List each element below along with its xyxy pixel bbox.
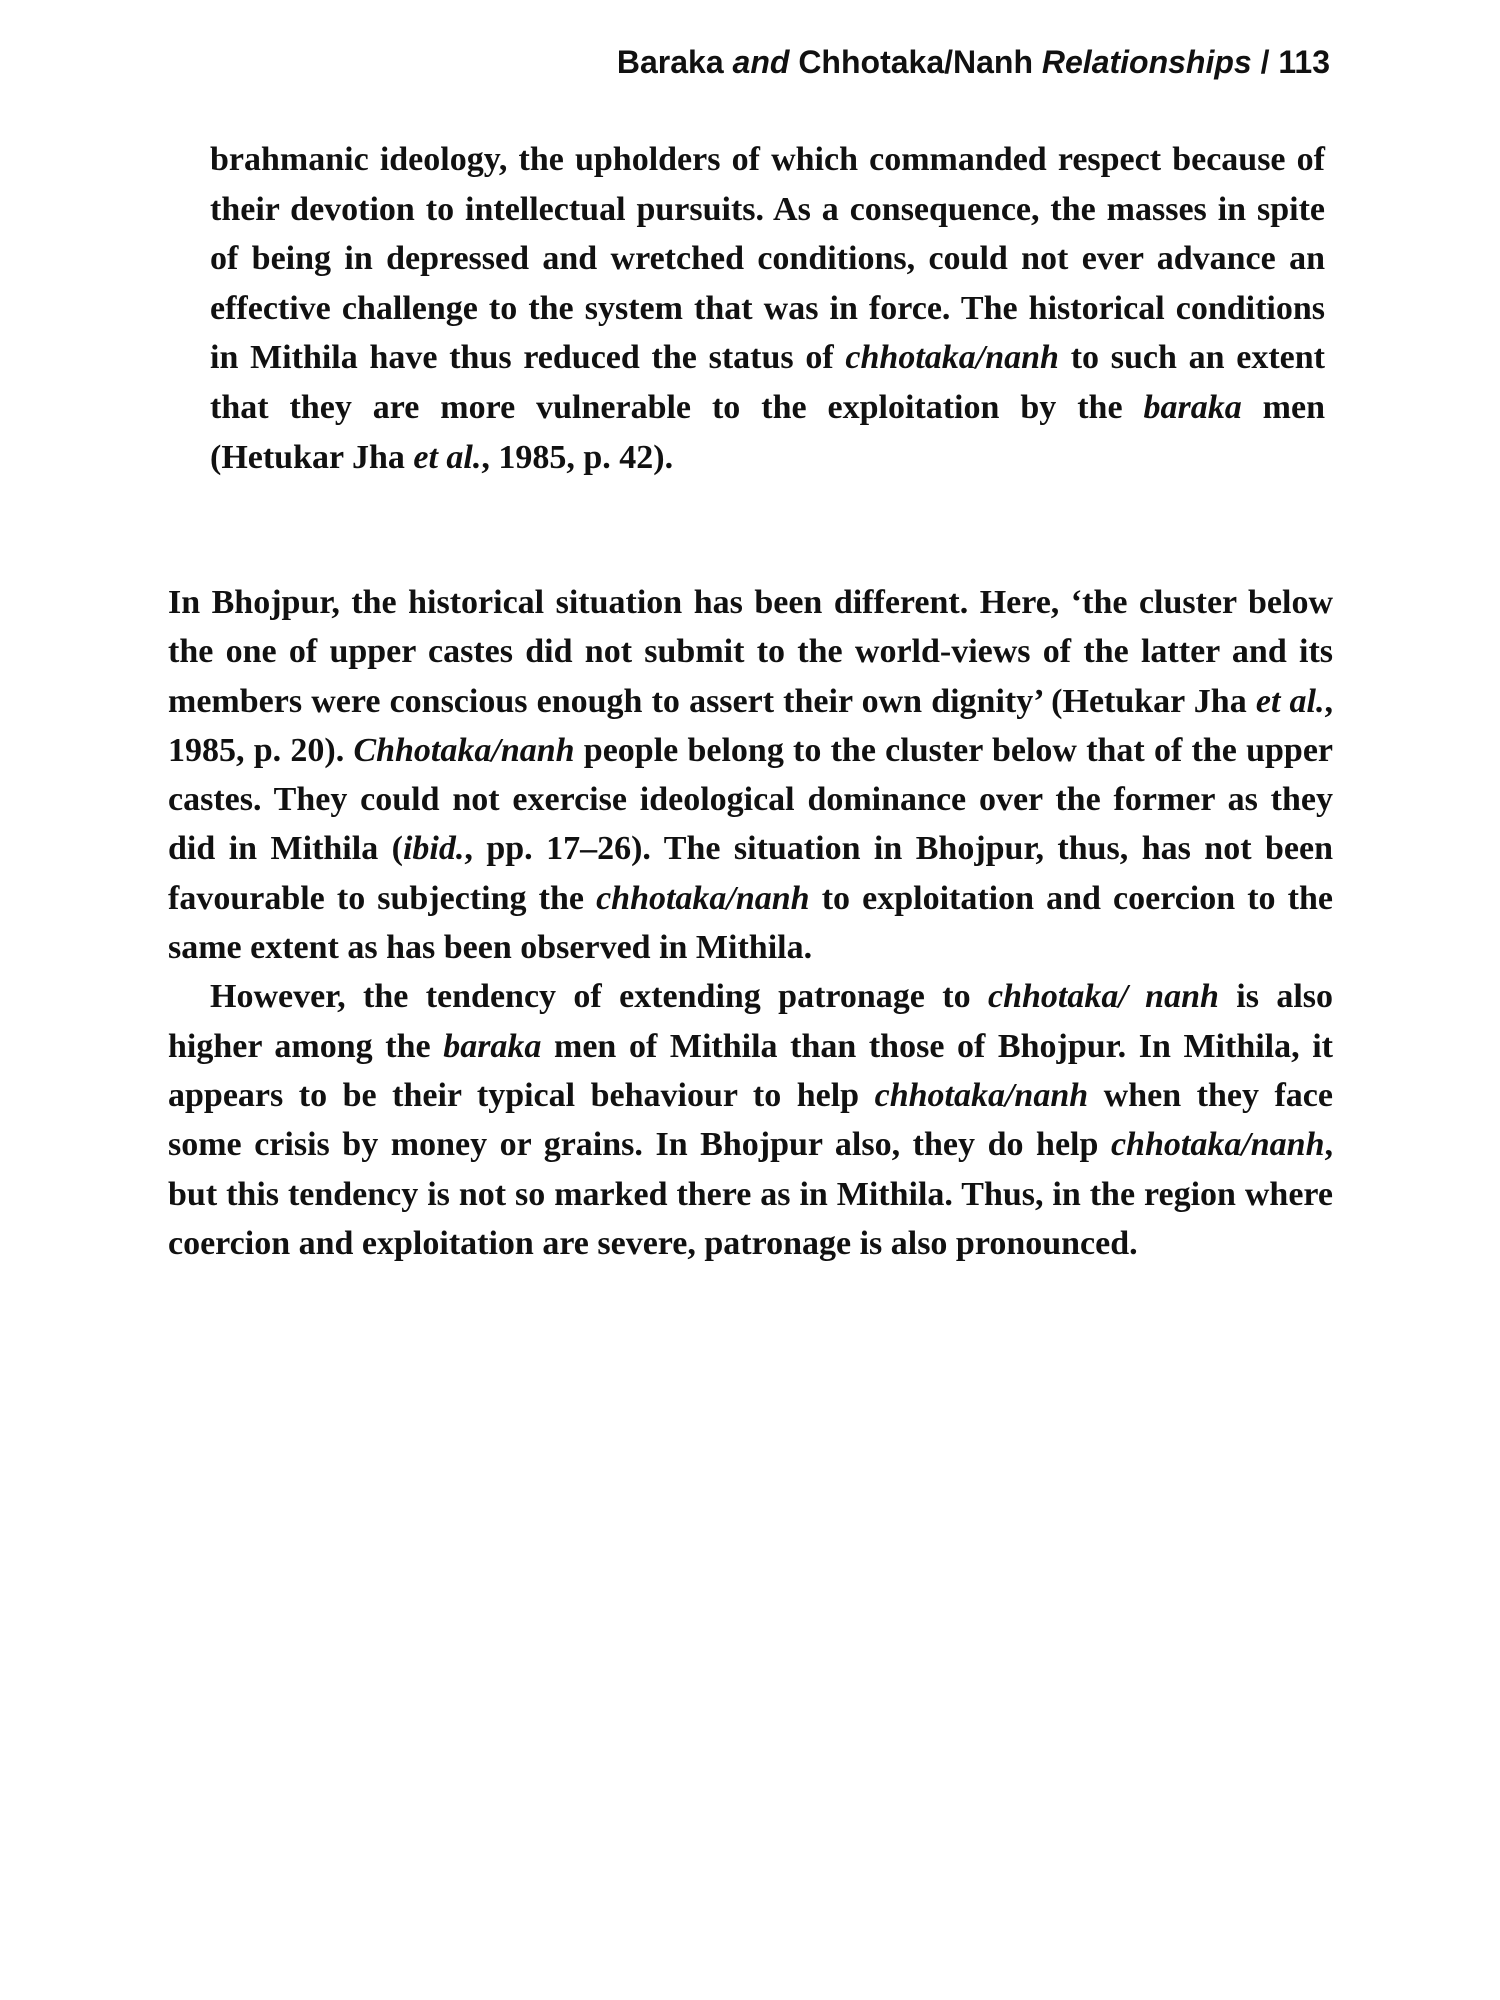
header-text-and: and — [732, 44, 790, 80]
paragraph-patronage — [168, 972, 1333, 1268]
paragraph-text: , 1985, p. 20). — [168, 682, 1333, 769]
quote-citation-term: et al. — [413, 438, 482, 476]
header-text-relationships: Relationships — [1041, 44, 1252, 80]
quote-text: brahmanic ideology, the upholders of which commanded respect because of their devotion to intellectual pursuits. As a consequence, the masses in spite of being in depressed and wretched conditions, could not ever advance an effective challenge to the system that was in force. The historical conditions in Mithila have thus reduced the status of — [210, 141, 1325, 377]
paragraph-term: chhotaka/nanh — [1110, 1126, 1325, 1164]
paragraph-term: ibid. — [402, 830, 465, 868]
paragraph-bhojpur — [168, 578, 1333, 972]
block-quote — [210, 135, 1325, 482]
paragraph-term: chhotaka/nanh — [596, 879, 810, 917]
body-text — [168, 578, 1333, 1268]
quote-text: to such an extent that they are more vulnerable to the exploitation by the — [210, 339, 1326, 426]
header-text-baraka: Baraka — [616, 44, 733, 80]
paragraph-term: baraka — [443, 1027, 542, 1065]
quote-term: baraka — [1143, 388, 1242, 426]
paragraph-term: Chhotaka/nanh — [353, 731, 575, 769]
paragraph-term: chhotaka/ nanh — [987, 978, 1219, 1016]
paragraph-text: However, the tendency of extending patronage to — [210, 978, 988, 1016]
paragraph-text: to exploitation and coercion to the same extent as has been observed in Mithila. — [168, 879, 1333, 967]
paragraph-text: , but this tendency is not so marked there as in Mithila. Thus, in the region where coercion and exploitation are severe, patronage is also pronounced. — [168, 1126, 1333, 1262]
paragraph-term: chhotaka/nanh — [874, 1076, 1089, 1114]
paragraph-text: In Bhojpur, the historical situation has been different. Here, ‘the cluster below the one of upper castes did not submit to the world-views of the latter and its members were conscious enough to assert their own dignity’ (Hetukar Jha — [168, 584, 1333, 720]
paragraph-text: men of Mithila than those of Bhojpur. In Mithila, it appears to be their typical behaviour to help — [168, 1027, 1333, 1114]
running-header — [617, 44, 1330, 81]
quote-term: chhotaka/nanh — [845, 339, 1059, 377]
paragraph-text: , pp. 17–26). The situation in Bhojpur, thus, has not been favourable to subjecting the — [168, 830, 1333, 917]
quote-text: , 1985, p. 42). — [481, 438, 674, 476]
header-text-chhotaka-nanh: Chhotaka/Nanh — [789, 44, 1042, 80]
paragraph-term: et al. — [1255, 682, 1325, 720]
paragraph-text: when they face some crisis by money or grains. In Bhojpur also, they do help — [168, 1076, 1333, 1164]
paragraph-text: is also higher among the — [168, 978, 1334, 1065]
quote-text: men (Hetukar Jha — [210, 388, 1325, 476]
page-number: / 113 — [1251, 44, 1330, 80]
paragraph-text: people belong to the cluster below that of the upper castes. They could not exercise ideological dominance over the former as they did in Mithila ( — [168, 731, 1334, 868]
